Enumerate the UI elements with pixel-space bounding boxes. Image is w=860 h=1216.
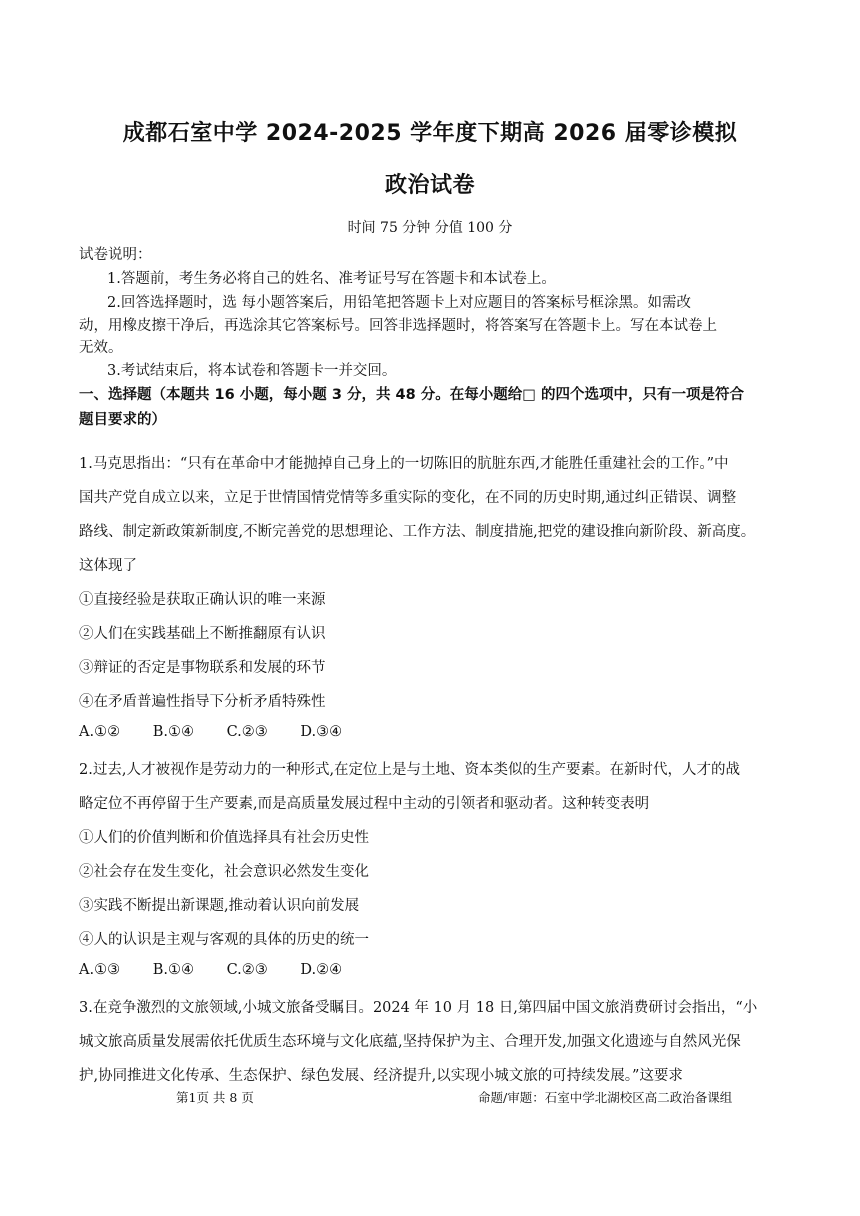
question-stem: 2.过去,人才被视作是劳动力的一种形式,在定位上是与土地、资本类似的生产要素。在新时代，人才的战 — [79, 762, 741, 778]
exam-title: 成都石室中学 2024-2025 学年度下期高 2026 届零诊模拟 — [122, 121, 738, 146]
question-stem: 城文旅高质量发展需依托优质生态环境与文化底蕴,坚持保护为主、合理开发,加强文化遗迹与自然风光保 — [79, 1034, 741, 1050]
question-item: ②社会存在发生变化，社会意识必然发生变化 — [79, 864, 369, 880]
instruction-item: 动，用橡皮擦干净后，再选涂其它答案标号。回答非选择题时，将答案写在答题卡上。写在本试卷上 — [79, 318, 717, 334]
exam-time-score: 时间 75 分钟 分值 100 分 — [347, 220, 513, 236]
option-a: A.①② — [79, 724, 121, 740]
question-item: ②人们在实践基础上不断推翻原有认识 — [79, 626, 326, 642]
question-item: ③辩证的否定是事物联系和发展的环节 — [79, 660, 326, 676]
question-stem: 路线、制定新政策新制度,不断完善党的思想理论、工作方法、制度措施,把党的建设推向新阶段、新高度。 — [79, 524, 756, 540]
instructions-heading: 试卷说明： — [79, 247, 152, 263]
option-c: C.②③ — [226, 962, 268, 978]
question-item: ④人的认识是主观与客观的具体的历史的统一 — [79, 932, 369, 948]
question-stem: 这体现了 — [79, 558, 137, 574]
option-d: D.③④ — [300, 724, 343, 740]
question-stem: 3.在竞争激烈的文旅领域,小城文旅备受瞩目。2024 年 10 月 18 日,第四届中国文旅消费研讨会指出，“小 — [79, 1000, 758, 1016]
question-item: ④在矛盾普遍性指导下分析矛盾特殊性 — [79, 694, 326, 710]
question-stem: 略定位不再停留于生产要素,而是高质量发展过程中主动的引领者和驱动者。这种转变表明 — [79, 796, 650, 812]
exam-subtitle: 政治试卷 — [384, 173, 475, 198]
question-item: ③实践不断提出新课题,推动着认识向前发展 — [79, 898, 360, 914]
instruction-item: 无效。 — [79, 340, 123, 356]
question-stem: 护,协同推进文化传承、生态保护、绿色发展、经济提升,以实现小城文旅的可持续发展。”这要求 — [79, 1068, 683, 1084]
footer-author: 命题/审题：石室中学北湖校区高二政治备课组 — [478, 1090, 733, 1105]
option-a: A.①③ — [79, 962, 121, 978]
instruction-item: 3.考试结束后，将本试卷和答题卡一并交回。 — [107, 363, 397, 379]
option-c: C.②③ — [226, 724, 268, 740]
answer-options — [79, 962, 370, 978]
instruction-item: 2.回答选择题时，选 每小题答案后，用铅笔把答题卡上对应题目的答案标号框涂黑。如需改 — [107, 295, 691, 311]
section-heading: 题目要求的） — [79, 412, 166, 428]
instruction-item: 1.答题前，考生务必将自己的姓名、准考证号写在答题卡和本试卷上。 — [107, 271, 556, 287]
answer-options — [79, 724, 370, 740]
option-b: B.①④ — [152, 724, 194, 740]
page-number: 第1页 共 8 页 — [176, 1090, 254, 1105]
question-stem: 国共产党自成立以来，立足于世情国情党情等多重实际的变化，在不同的历史时期,通过纠正错误、调整 — [79, 490, 737, 506]
question-item: ①直接经验是获取正确认识的唯一来源 — [79, 592, 326, 608]
question-item: ①人们的价值判断和价值选择具有社会历史性 — [79, 830, 369, 846]
option-b: B.①④ — [152, 962, 194, 978]
option-d: D.②④ — [300, 962, 343, 978]
section-heading: 一、选择题（本题共 16 小题，每小题 3 分，共 48 分。在每小题给□ 的四个选项中，只有一项是符合 — [79, 387, 744, 403]
question-stem: 1.马克思指出：“只有在革命中才能抛掉自己身上的一切陈旧的肮脏东西,才能胜任重建社会的工作。”中 — [79, 456, 729, 472]
